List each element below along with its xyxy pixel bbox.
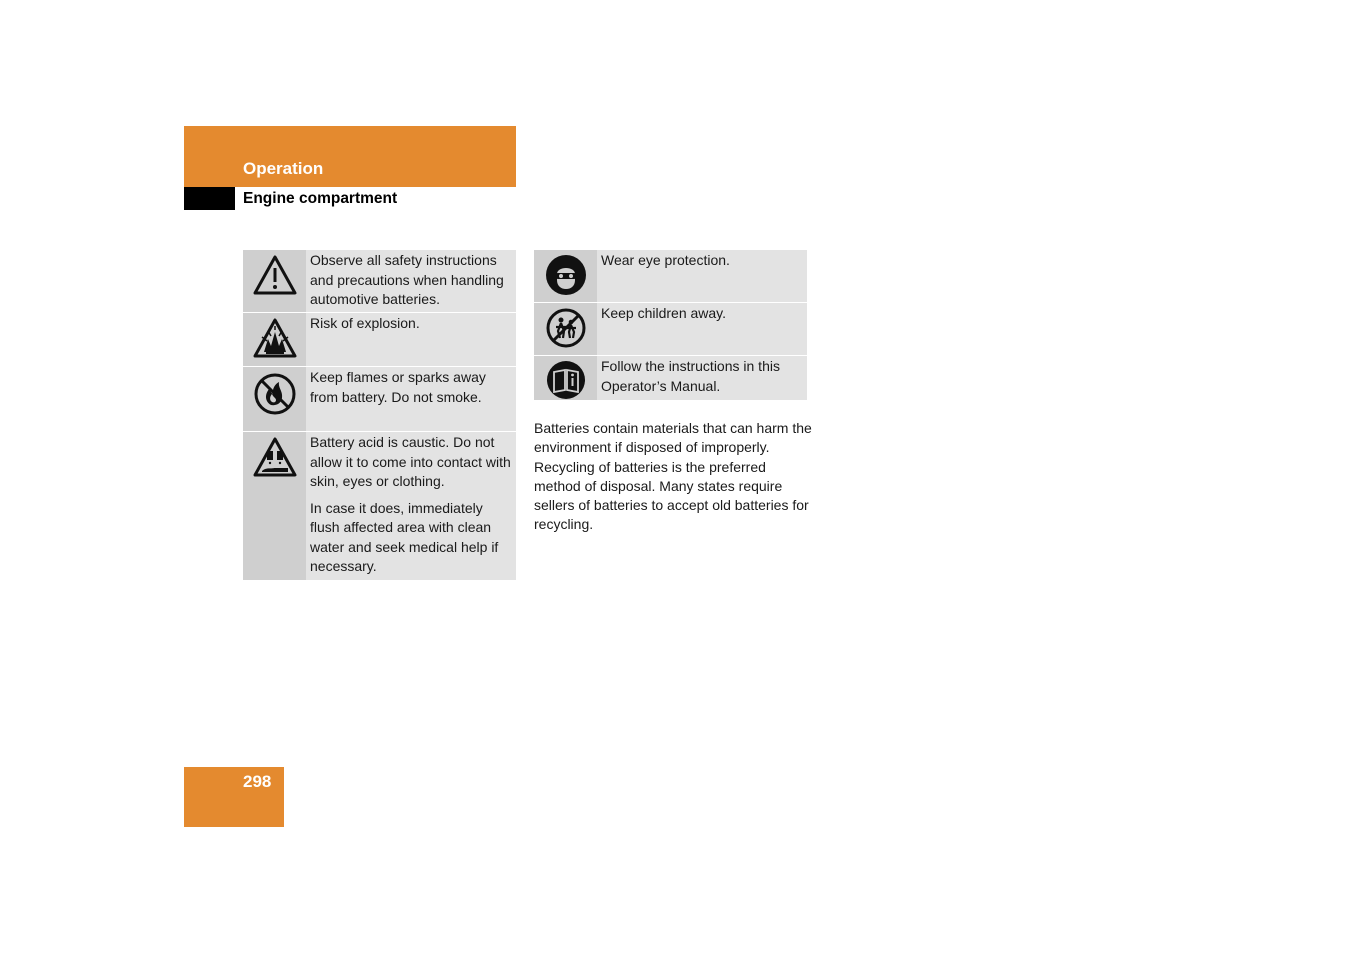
eye-protection-icon (545, 254, 587, 296)
section-title: Operation (243, 159, 324, 178)
subsection-title: Engine compartment (243, 190, 398, 207)
safety-row (534, 250, 807, 303)
section-marker (184, 187, 235, 210)
battery-recycling-text: Batteries contain materials that can harm the environment if disposed of improperly. Recycling of batteries is the preferred method of disposal. Many states require sellers of batteries to accept old batteries for recycling. (534, 420, 812, 533)
safety-text: Battery acid is caustic. Do not allow it to come into contact with skin, eyes or clothing. (310, 434, 511, 489)
safety-row (243, 250, 516, 313)
keep-children-away-icon (545, 307, 587, 349)
safety-text: Follow the instructions in this Operator’s Manual. (601, 358, 780, 394)
safety-row (534, 356, 807, 400)
no-flames-icon (252, 371, 298, 417)
safety-row (243, 313, 516, 367)
page-number: 298 (243, 772, 272, 791)
safety-text: Risk of explosion. (310, 315, 420, 331)
safety-table-right (534, 250, 807, 400)
safety-table-left (243, 250, 516, 580)
manual-info-icon (546, 360, 586, 400)
warning-triangle-icon (252, 254, 298, 296)
safety-text: Keep flames or sparks away from battery. Do not smoke. (310, 369, 486, 405)
safety-row (243, 367, 516, 432)
explosion-icon (252, 317, 298, 359)
safety-text: In case it does, immediately flush affected area with clean water and seek medical help if necessary. (310, 499, 499, 574)
safety-row (243, 432, 516, 580)
safety-text: Keep children away. (601, 305, 727, 321)
safety-text: Observe all safety instructions and precautions when handling automotive batteries. (310, 252, 504, 307)
safety-text: Wear eye protection. (601, 252, 730, 268)
header-bar (184, 126, 516, 187)
safety-row (534, 303, 807, 356)
corrosive-icon (252, 436, 298, 478)
